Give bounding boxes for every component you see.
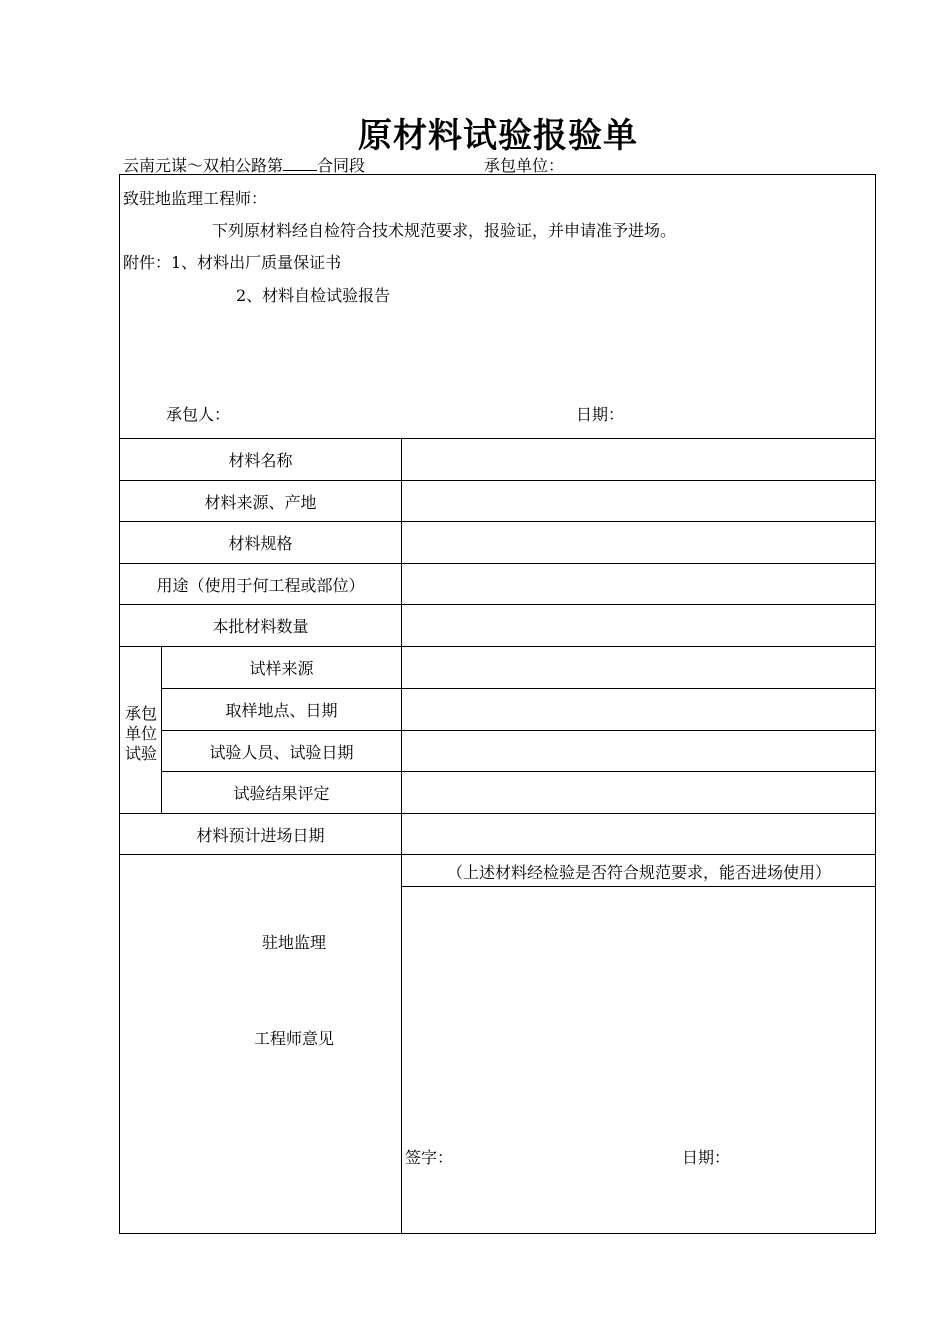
application-date-label: 日期： [576, 405, 625, 424]
supervisor-label-line2: 工程师意见 [254, 1029, 335, 1048]
label-tester-date: 试验人员、试验日期 [209, 742, 354, 762]
value-material-spec[interactable] [403, 522, 875, 563]
value-planned-entry-date[interactable] [403, 814, 875, 854]
label-material-name: 材料名称 [228, 451, 293, 470]
row-divider [401, 886, 876, 887]
label-usage: 用途（使用于何工程或部位） [156, 575, 365, 595]
addressee: 致驻地监理工程师： [123, 189, 268, 208]
signature-label: 签字： [405, 1148, 454, 1167]
project-line [123, 153, 365, 176]
value-sampling-place-date[interactable] [403, 689, 875, 730]
row-divider [119, 854, 876, 855]
page-title: 原材料试验报验单 [358, 116, 638, 156]
value-sample-source[interactable] [403, 647, 875, 688]
project-prefix: 云南元谋～双柏公路第 [123, 156, 284, 175]
attachment-2: 2、材料自检试验报告 [236, 286, 391, 305]
value-material-source[interactable] [403, 481, 875, 521]
supervisor-opinion-field[interactable] [403, 888, 875, 1138]
label-sampling-place-date: 取样地点、日期 [225, 701, 338, 720]
value-material-name[interactable] [403, 439, 875, 480]
value-result-evaluation[interactable] [403, 772, 875, 813]
supervisor-question: （上述材料经检验是否符合规范要求，能否进场使用） [446, 862, 831, 882]
contract-section-blank[interactable] [283, 156, 317, 171]
application-body: 下列原材料经自检符合技术规范要求，报验证，并申请准予进场。 [212, 221, 677, 240]
contractor-test-group-label: 承包 单位 试验 [124, 704, 157, 763]
value-tester-date[interactable] [403, 731, 875, 771]
column-divider [401, 438, 402, 1234]
label-planned-entry-date: 材料预计进场日期 [196, 825, 325, 845]
label-material-spec: 材料规格 [228, 534, 293, 553]
label-sample-source: 试样来源 [249, 659, 314, 678]
value-batch-quantity[interactable] [403, 605, 875, 646]
label-batch-quantity: 本批材料数量 [212, 617, 309, 636]
label-result-evaluation: 试验结果评定 [233, 784, 330, 803]
contractor-sign-label: 承包人： [166, 405, 231, 424]
label-material-source: 材料来源、产地 [204, 492, 317, 512]
value-usage[interactable] [403, 564, 875, 604]
supervisor-date-label: 日期： [682, 1148, 731, 1167]
attachment-1: 附件：1、材料出厂质量保证书 [123, 253, 342, 272]
supervisor-label-line1: 驻地监理 [262, 933, 327, 952]
contractor-unit-label: 承包单位： [484, 156, 565, 175]
project-suffix: 合同段 [317, 156, 366, 175]
